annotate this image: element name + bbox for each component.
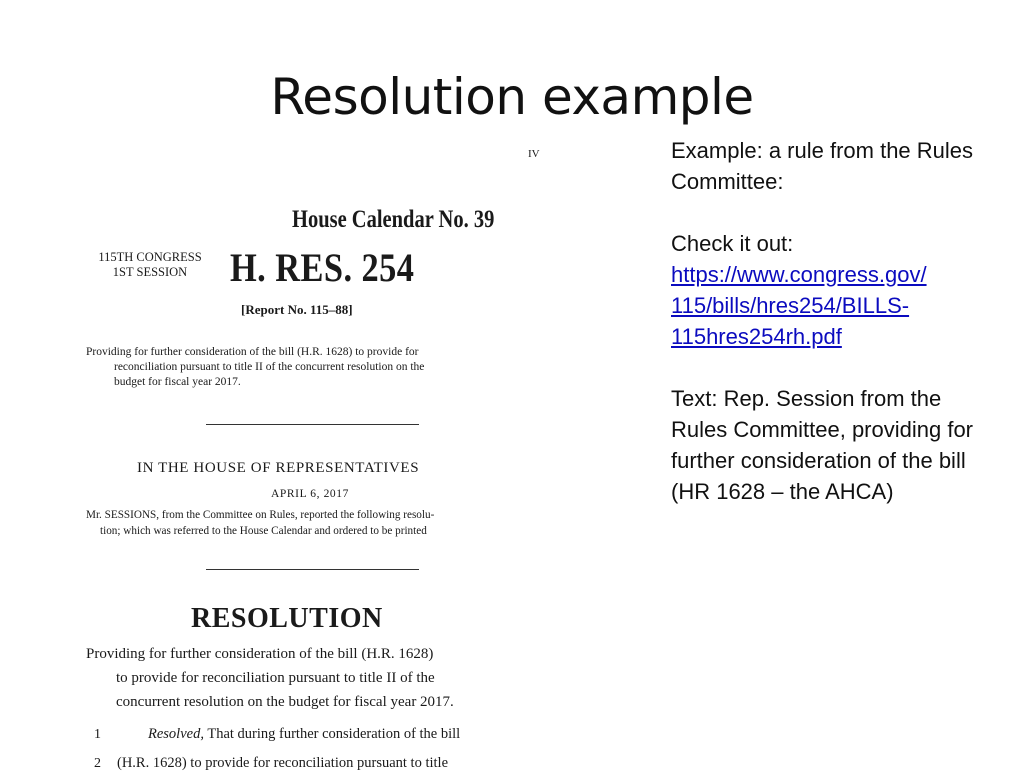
text-note: Text: Rep. Session from the Rules Committee, providing for further consideration of the bill (HR 1628 – the AHCA) — [671, 386, 974, 504]
side-notes — [671, 135, 991, 507]
purpose-line: to provide for reconciliation pursuant to title II of the — [116, 670, 435, 686]
summary-line: Providing for further consideration of the bill (H.R. 1628) to provide for — [86, 346, 419, 358]
session-line: 1ST SESSION — [112, 265, 188, 279]
congress-gov-link[interactable] — [671, 262, 927, 349]
check-label: Check it out: — [671, 231, 794, 256]
resolution-heading: RESOLUTION — [191, 603, 383, 634]
divider — [206, 569, 419, 570]
summary-line: budget for fiscal year 2017. — [114, 376, 241, 388]
intro-text: Example: a rule from the Rules Committee: — [671, 138, 974, 194]
resolved-word: Resolved, — [148, 726, 204, 742]
divider — [206, 424, 419, 425]
chamber-heading: IN THE HOUSE OF REPRESENTATIVES — [137, 460, 420, 476]
line-number: 1 — [94, 727, 101, 742]
resolved-clause — [148, 726, 460, 743]
summary-line: reconciliation pursuant to title II of the concurrent resolution on the — [114, 361, 425, 373]
slide-title: Resolution example — [270, 68, 754, 126]
purpose-line: Providing for further consideration of the bill (H.R. 1628) — [86, 646, 434, 662]
congress-line: 115TH CONGRESS — [98, 250, 202, 264]
bill-number: H. RES. 254 — [230, 245, 415, 290]
sponsor-line: tion; which was referred to the House Calendar and ordered to be printed — [100, 524, 427, 537]
report-number: [Report No. 115–88] — [241, 302, 353, 317]
link-line: https://www.congress.gov/ — [671, 262, 927, 287]
congress-session — [86, 250, 214, 280]
version-mark: IV — [528, 148, 540, 160]
house-calendar-number: House Calendar No. 39 — [292, 206, 495, 233]
resolved-text: That during further consideration of the bill — [203, 726, 461, 742]
bill-summary — [86, 345, 541, 390]
sponsor-statement — [86, 508, 541, 539]
sponsor-line: Mr. SESSIONS, from the Committee on Rules, reported the following resolu- — [86, 509, 435, 521]
purpose-line: concurrent resolution on the budget for fiscal year 2017. — [116, 694, 454, 710]
link-line: 115hres254rh.pdf — [671, 324, 842, 349]
report-date: APRIL 6, 2017 — [271, 488, 349, 500]
link-line: 115/bills/hres254/BILLS- — [671, 293, 910, 318]
resolution-line: (H.R. 1628) to provide for reconciliation pursuant to title — [117, 755, 449, 771]
resolution-purpose — [86, 642, 541, 714]
line-number: 2 — [94, 756, 101, 771]
